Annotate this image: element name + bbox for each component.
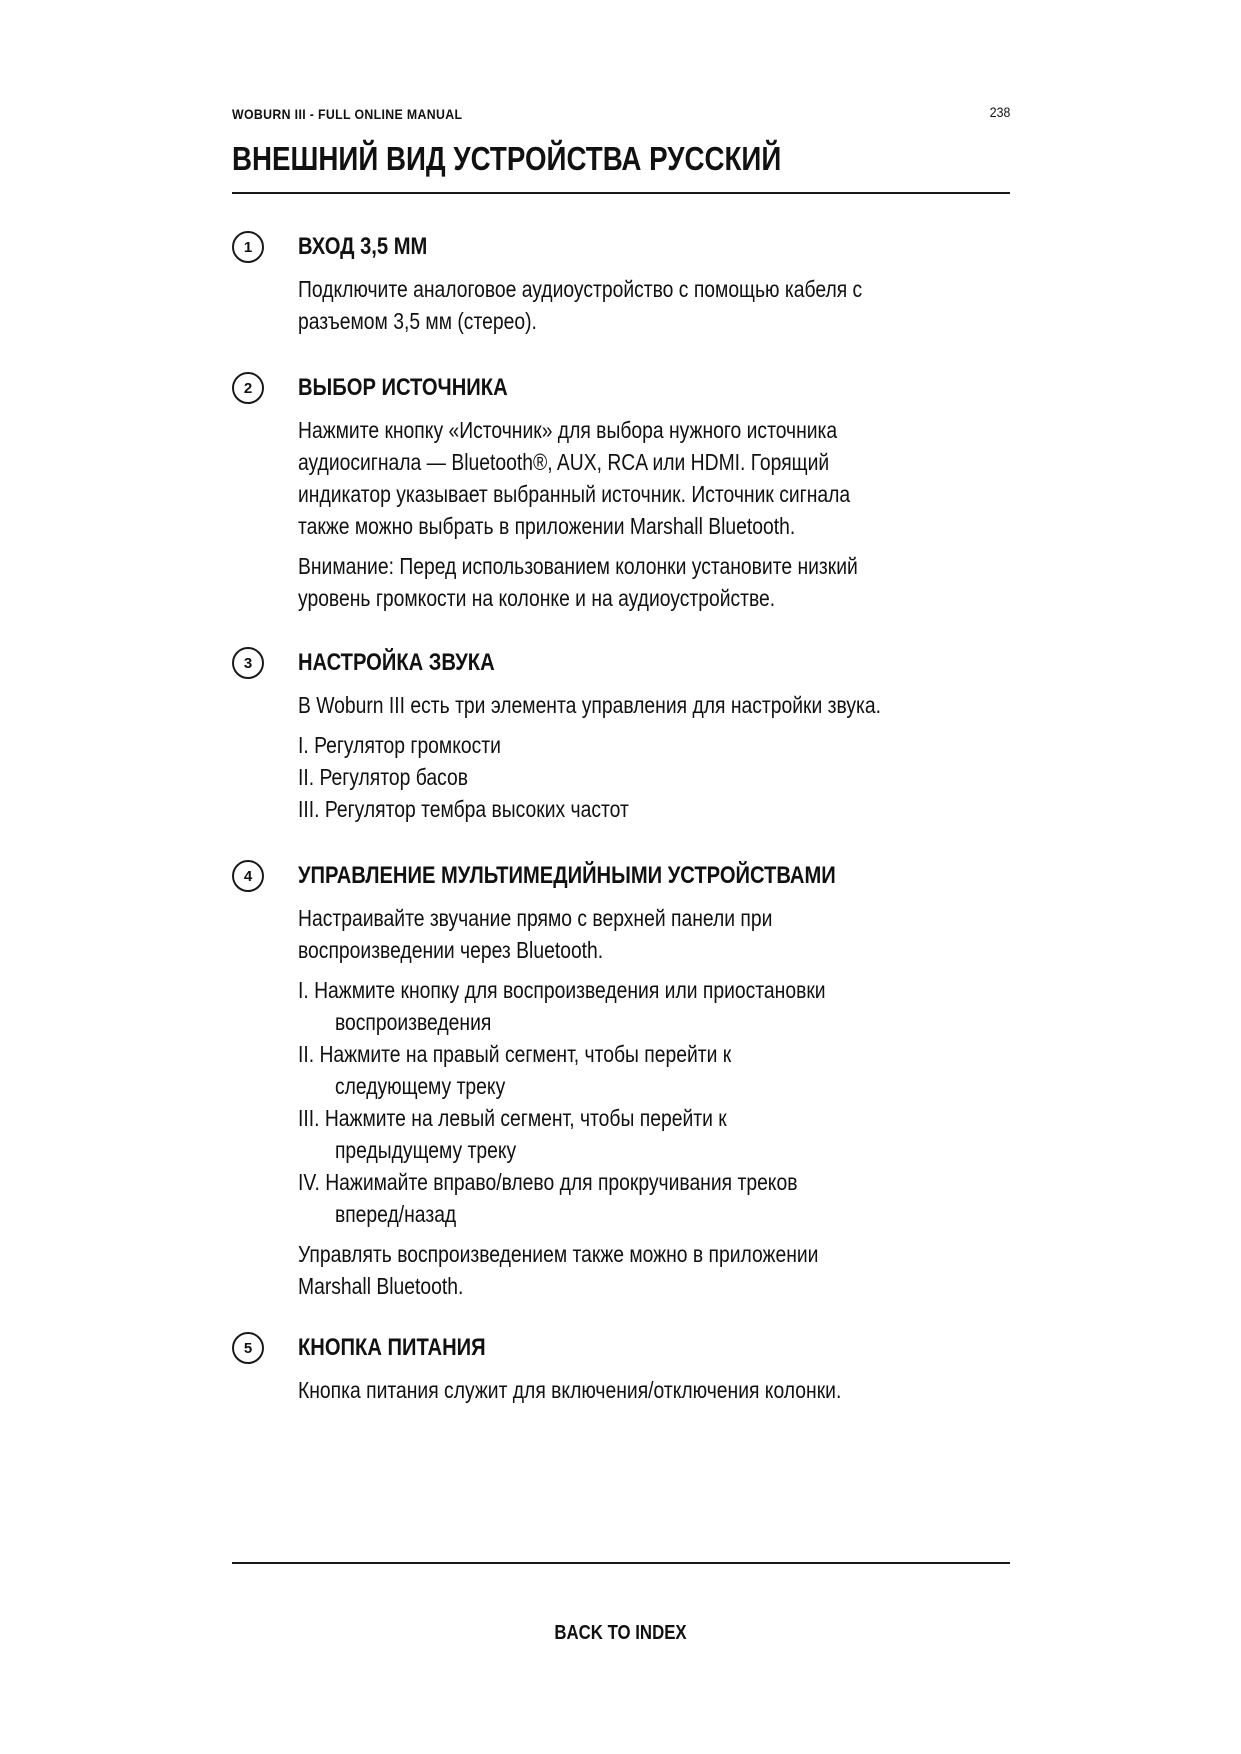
header-divider [232,192,1010,194]
footer-divider [232,1562,1010,1564]
control-list [298,729,1010,825]
section-title: ВХОД 3,5 ММ [298,233,428,260]
section-audio-input [232,229,1010,337]
section-number-badge: 1 [232,231,264,263]
section-title: УПРАВЛЕНИЕ МУЛЬТИМЕДИЙНЫМИ УСТРОЙСТВАМИ [298,862,836,889]
section-number-badge: 3 [232,647,264,679]
list-item: III. Нажмите на левый сегмент, чтобы перейти к [298,1105,727,1131]
list-item-continued: воспроизведения [334,1009,492,1035]
list-item: IV. Нажимайте вправо/влево для прокручивания треков [298,1169,798,1195]
section-title: ВЫБОР ИСТОЧНИКА [298,374,508,401]
section-text: Подключите аналоговое аудиоустройство с помощью кабеля с разъемом 3,5 мм (стерео). [298,276,863,334]
list-item: I. Нажмите кнопку для воспроизведения или приостановки [298,977,826,1003]
list-item: II. Нажмите на правый сегмент, чтобы перейти к [298,1041,732,1067]
section-note: Управлять воспроизведением также можно в приложении Marshall Bluetooth. [298,1241,819,1299]
list-item: II. Регулятор басов [298,764,469,790]
list-item: I. Регулятор громкости [298,732,501,758]
section-media-control [232,858,1010,1302]
list-item-continued: предыдущему треку [334,1137,517,1163]
section-source-select [232,370,1010,614]
back-to-index-link[interactable]: BACK TO INDEX [554,1622,687,1644]
section-number-badge: 5 [232,1332,264,1364]
list-item-continued: вперед/назад [334,1201,457,1227]
manual-title: WOBURN III - FULL ONLINE MANUAL [232,106,463,122]
section-power-button [232,1330,1010,1406]
media-control-list [298,974,1010,1230]
section-title: НАСТРОЙКА ЗВУКА [298,649,495,676]
section-number-badge: 2 [232,372,264,404]
section-text: В Woburn III есть три элемента управления для настройки звука. [298,692,882,718]
section-sound-settings [232,645,1010,825]
list-item-continued: следующему треку [334,1073,506,1099]
section-text: Нажмите кнопку «Источник» для выбора нужного источника аудиосигнала — Bluetooth®, AUX, RCA или HDMI. Горящий индикатор указывает выбранный источник. Источник сигнала также можно выбрать в приложении Marshall Bluetooth. [298,417,851,539]
section-note: Внимание: Перед использованием колонки установите низкий уровень громкости на колонке и на аудиоустройстве. [298,553,858,611]
page-heading: ВНЕШНИЙ ВИД УСТРОЙСТВА РУССКИЙ [232,140,782,177]
page-number: 238 [989,104,1010,120]
section-text: Кнопка питания служит для включения/отключения колонки. [298,1377,842,1403]
section-text: Настраивайте звучание прямо с верхней панели при воспроизведении через Bluetooth. [298,905,773,963]
section-number-badge: 4 [232,860,264,892]
section-title: КНОПКА ПИТАНИЯ [298,1334,486,1361]
list-item: III. Регулятор тембра высоких частот [298,796,629,822]
